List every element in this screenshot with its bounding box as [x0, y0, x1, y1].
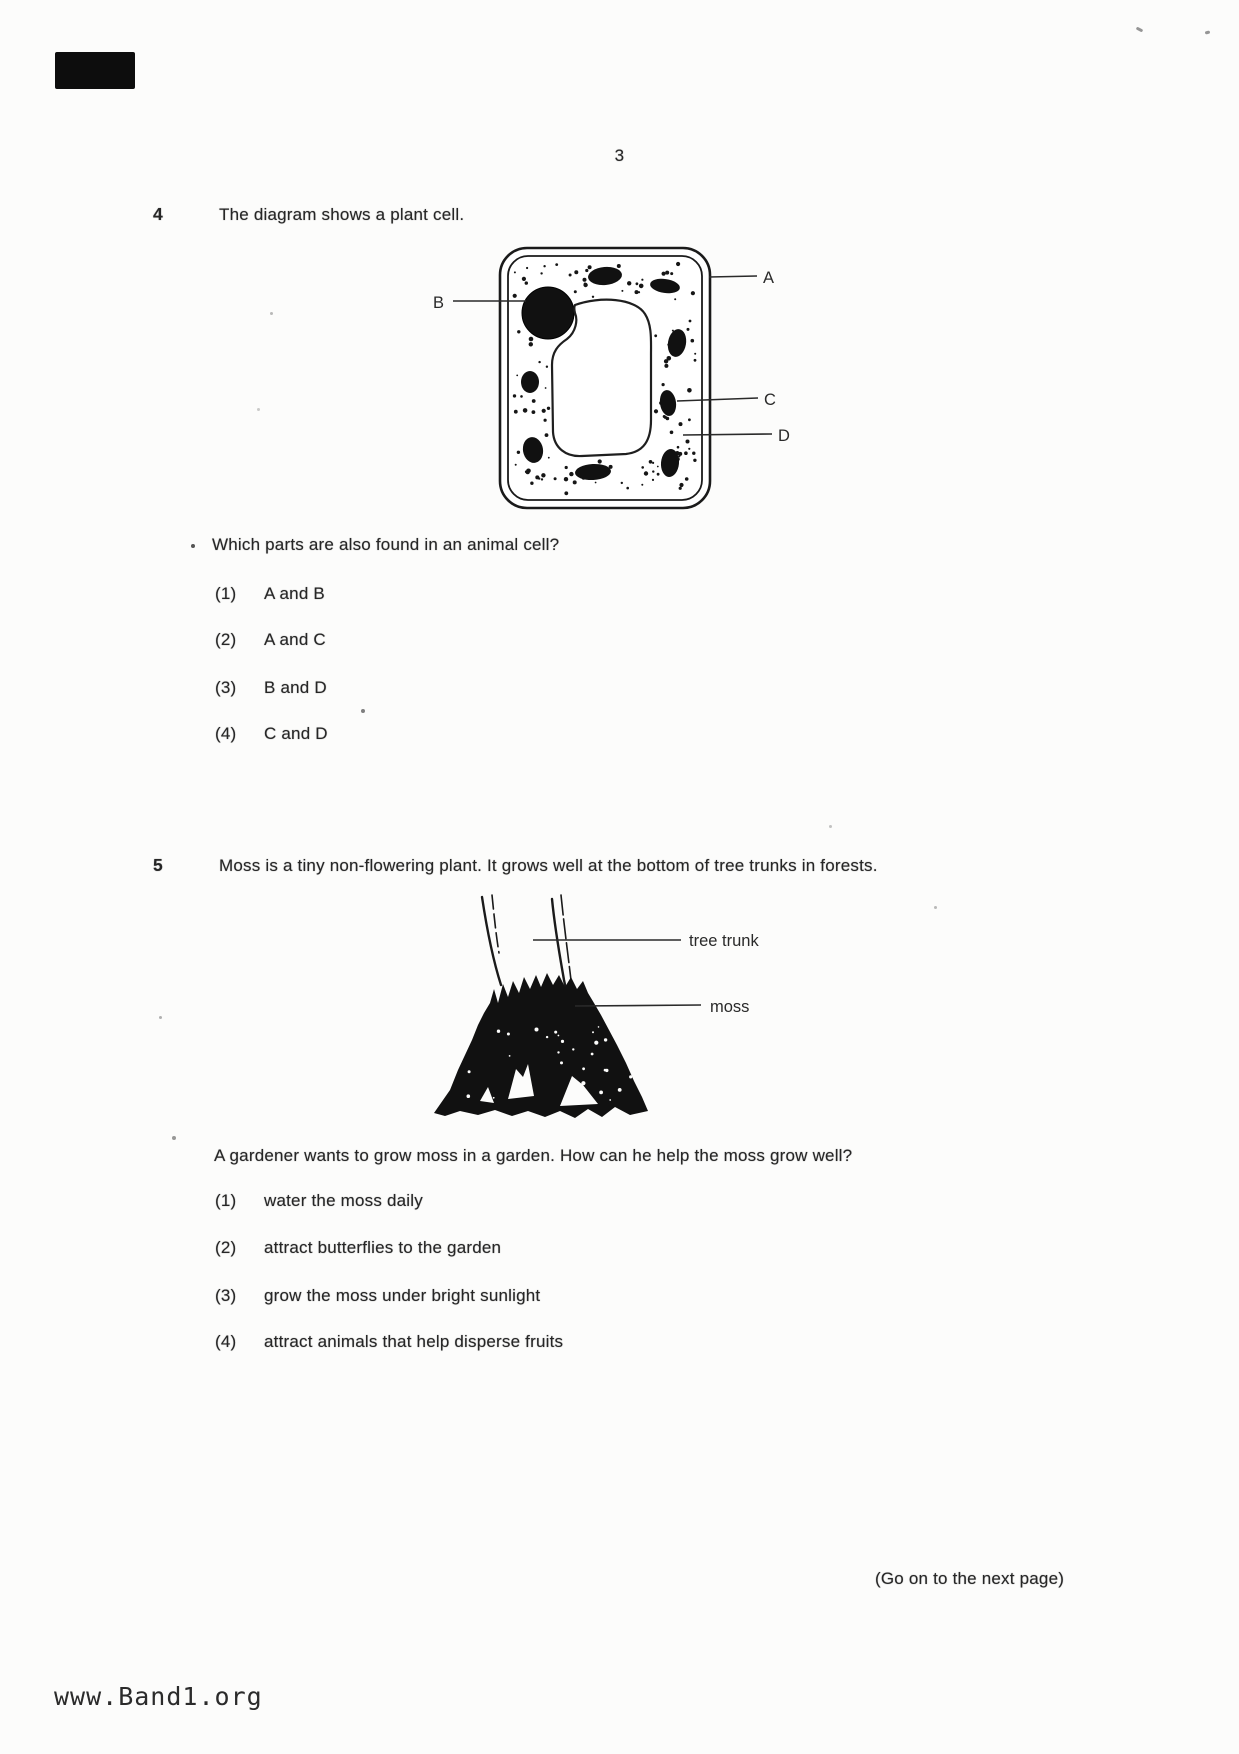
- moss-label-line: [575, 1005, 701, 1006]
- scan-speck: [172, 1136, 176, 1140]
- option-number: (1): [215, 1191, 237, 1210]
- watermark: www.Band1.org: [54, 1682, 263, 1711]
- scan-speck: [934, 906, 937, 909]
- question-4-number: 4: [153, 204, 163, 224]
- option-number: (2): [215, 1238, 237, 1257]
- moss-silhouette: [434, 973, 648, 1118]
- q5-option-1: [0, 1190, 1239, 1212]
- q5-option-3: [0, 1285, 1239, 1307]
- q5-option-2: [0, 1237, 1239, 1259]
- q5-option-4: [0, 1331, 1239, 1353]
- option-number: (4): [215, 1332, 237, 1351]
- scan-speck: [257, 408, 260, 411]
- nucleus: [522, 287, 574, 339]
- option-number: (1): [215, 584, 237, 603]
- scan-speck: [1136, 27, 1144, 33]
- label-a-line: [709, 276, 757, 277]
- chloroplast: [521, 371, 539, 393]
- option-number: (3): [215, 1286, 237, 1305]
- question-5-number: 5: [153, 855, 163, 875]
- option-number: (2): [215, 630, 237, 649]
- cell-label-d: D: [778, 427, 790, 445]
- cell-label-b: B: [433, 294, 445, 312]
- option-text: A and B: [264, 584, 325, 603]
- q4-option-2: [0, 629, 1239, 651]
- option-text: C and D: [264, 724, 328, 743]
- question-4-text: Which parts are also found in an animal cell?: [212, 535, 560, 554]
- scan-speck: [361, 709, 365, 713]
- option-text: attract butterflies to the garden: [264, 1238, 502, 1257]
- bullet-dot: [191, 544, 195, 548]
- option-text: water the moss daily: [264, 1191, 423, 1210]
- tree-trunk-label: tree trunk: [689, 932, 759, 950]
- cell-label-c: C: [764, 391, 776, 409]
- moss-label: moss: [710, 998, 750, 1016]
- question-5-stem: Moss is a tiny non-flowering plant. It grows well at the bottom of tree trunks in forests.: [219, 856, 878, 875]
- option-text: attract animals that help disperse fruits: [264, 1332, 564, 1351]
- next-page-note: (Go on to the next page): [875, 1569, 1065, 1588]
- question-5-text: A gardener wants to grow moss in a garden. How can he help the moss grow well?: [214, 1146, 853, 1165]
- scan-speck: [829, 825, 832, 828]
- cell-label-a: A: [763, 269, 775, 287]
- q4-option-3: [0, 677, 1239, 699]
- scan-speck: [1205, 30, 1211, 34]
- option-text: B and D: [264, 678, 327, 697]
- label-d-line: [683, 434, 772, 435]
- moss-tree-trunk-diagram: [420, 885, 800, 1130]
- trunk-edge-left: [482, 897, 501, 985]
- option-number: (4): [215, 724, 237, 743]
- option-text: grow the moss under bright sunlight: [264, 1286, 541, 1305]
- redacted-header-label: [55, 52, 135, 89]
- option-number: (3): [215, 678, 237, 697]
- plant-cell-diagram: [420, 230, 810, 520]
- trunk-bark-line: [492, 895, 499, 953]
- q4-option-1: [0, 583, 1239, 605]
- page-number: 3: [614, 146, 625, 165]
- question-4-stem: The diagram shows a plant cell.: [219, 205, 465, 224]
- q4-option-4: [0, 723, 1239, 745]
- option-text: A and C: [264, 630, 326, 649]
- scan-speck: [159, 1016, 162, 1019]
- scan-speck: [270, 312, 273, 315]
